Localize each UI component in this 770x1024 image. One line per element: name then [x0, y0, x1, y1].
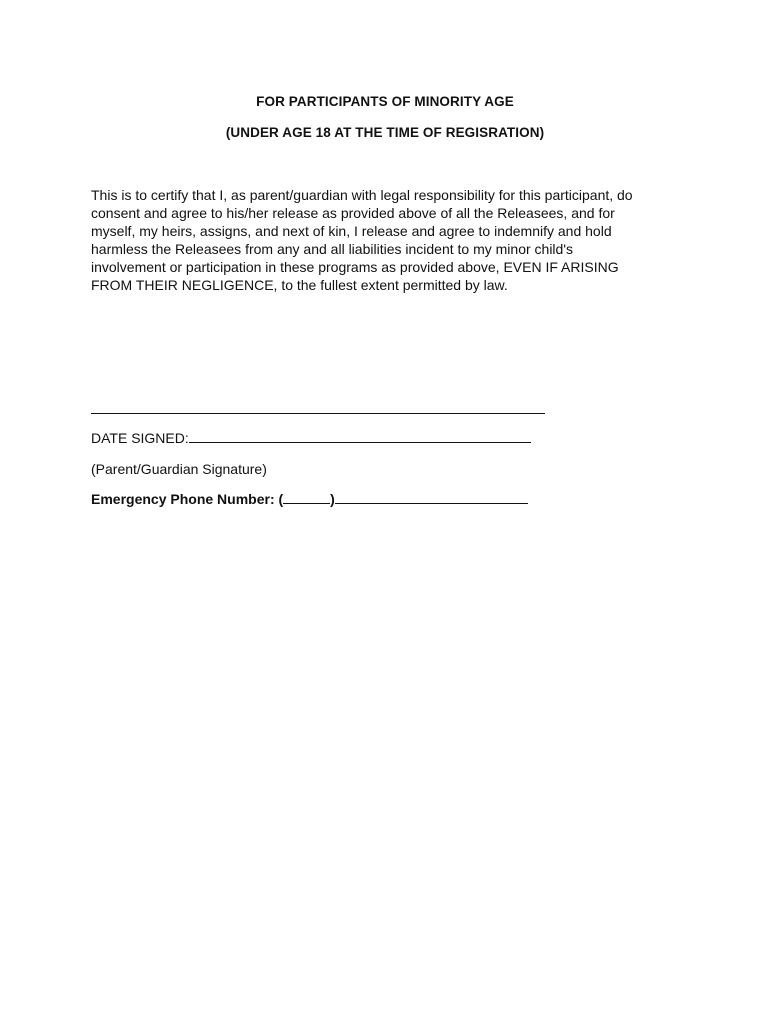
- paragraph-line: involvement or participation in these programs as provided above, EVEN IF ARISING: [91, 259, 619, 275]
- paragraph-line: This is to certify that I, as parent/guardian with legal responsibility for this participant, do: [91, 187, 633, 203]
- area-code-open-paren: (: [278, 491, 284, 507]
- emergency-phone-label: Emergency Phone Number:: [91, 491, 275, 507]
- paragraph-line: FROM THEIR NEGLIGENCE, to the fullest extent permitted by law.: [91, 277, 508, 293]
- signature-line[interactable]: [91, 413, 545, 414]
- paragraph-line: consent and agree to his/her release as provided above of all the Releasees, and for: [91, 205, 615, 221]
- date-signed-label: DATE SIGNED:: [91, 430, 189, 446]
- paragraph-line: myself, my heirs, assigns, and next of kin, I release and agree to indemnify and hold: [91, 223, 612, 239]
- emergency-phone-row: [91, 490, 528, 508]
- area-code-close-paren: ): [330, 491, 335, 507]
- phone-number-field[interactable]: [335, 490, 528, 504]
- area-code-field[interactable]: [283, 490, 330, 504]
- consent-paragraph: [91, 186, 691, 294]
- page-title: FOR PARTICIPANTS OF MINORITY AGE: [256, 94, 514, 109]
- date-signed-row: [91, 429, 531, 447]
- signature-caption: (Parent/Guardian Signature): [91, 461, 267, 477]
- page-subtitle: (UNDER AGE 18 AT THE TIME OF REGISRATION): [225, 125, 545, 140]
- paragraph-line: harmless the Releasees from any and all liabilities incident to my minor child's: [91, 241, 573, 257]
- date-signed-field[interactable]: [189, 429, 531, 443]
